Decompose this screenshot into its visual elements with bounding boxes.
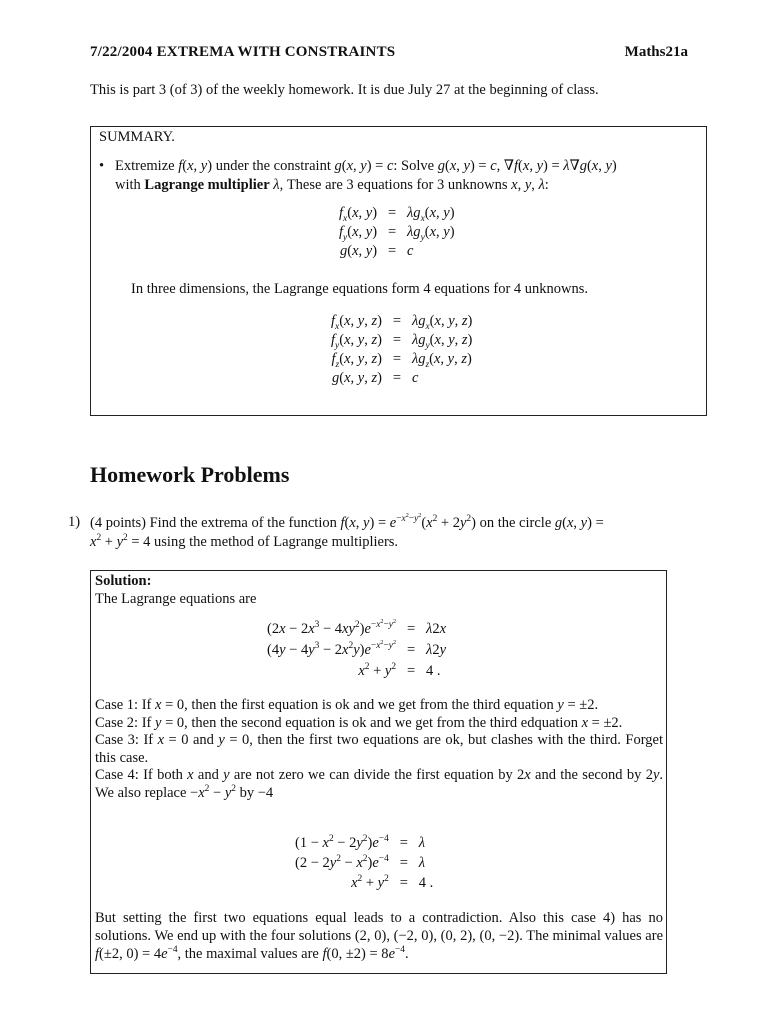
problem-number: 1) [68, 514, 81, 530]
intro-text: This is part 3 (of 3) of the weekly homework. It is due July 27 at the beginning of class. [90, 82, 599, 98]
solution-title: Solution: [95, 573, 152, 589]
lagrange-multiplier-term: Lagrange multiplier [144, 177, 270, 193]
homework-heading: Homework Problems [90, 462, 290, 487]
solution-box [90, 570, 667, 974]
bullet-icon: • [99, 158, 105, 174]
solution-conclusion: But setting the first two equations equal leads to a contradiction. Also this case 4) has no solutions. We end up with the four solutions (2, 0), (−2, 0), (0, 2), (0, −2). The minimal values are f(±2, $0) = 4e^{-4}$, the maximal values are f(0, $\pm 2) = 8e^{-4}$. [95, 910, 664, 962]
course-name: Maths21a [624, 44, 688, 60]
solution-equations: $(2x - 2x^3 - 4xy^2)e^{-x^2-y^2}$ = λ2x $(4y - 4y^3 - 2x^2y)e^{-x^2-y^2}$ = λ2y $x^2 + y^2$ = 4 . [267, 619, 446, 679]
lagrange-equations-2d: $f_x(x$, y) = $\lambda g_x(x$, y) $f_y(x$, y) = $\lambda g_y(x$, y) g(x, y) = c [339, 205, 455, 259]
summary-box [90, 126, 707, 416]
problem-text: (4 points) Find the extrema of the function f(x, $y) = e^{-x^2-y^2}(x^2 + 2y^2)$ on the circle g(x, y) = $x^2 + y^2 = 4$ using the method of Lagrange multipliers. [90, 513, 604, 550]
header-title: 7/22/2004 EXTREMA WITH CONSTRAINTS [90, 44, 396, 60]
solution-intro: The Lagrange equations are [95, 591, 257, 607]
solution-cases: Case 1: If x = 0, then the first equation is ok and we get from the third equation y = ±2. Case 2: If y = 0, then the second equation is ok and we get from the third edquation x = ±2. Case 3: If x = 0 and y = 0, then the first two equations are ok, but clashes with the third. Forget this case. Case 4: If both x and y are not zero we can divide the first equation by 2x and the second by 2y. We also replace $-x^2 - y^2$ by −4 [95, 697, 663, 801]
summary-bullet: • Extremize f(x, y) under the constraint g(x, y) = c: Solve g(x, y) = c, ∇f(x, y) = λ∇g(x, y) with Lagrange multiplier λ, These are 3 equations for 3 unknowns x, y, λ: [99, 158, 617, 193]
lagrange-equations-3d: $f_x(x$, y, z) = $\lambda g_x(x$, y, z) $f_y(x$, y, z) = $\lambda g_y(x$, y, z) $f_z(x$, y, z) = $\lambda g_z(x$, y, z) g(x, y, z) = c [331, 313, 473, 386]
summary-title: SUMMARY. [99, 129, 175, 145]
case4-equations: $(1 - x^2 - 2y^2)e^{-4}$ = λ $(2 - 2y^2 - x^2)e^{-4}$ = λ $x^2 + y^2$ = 4 . [295, 834, 434, 891]
three-d-text: In three dimensions, the Lagrange equations form 4 equations for 4 unknowns. [131, 281, 589, 297]
